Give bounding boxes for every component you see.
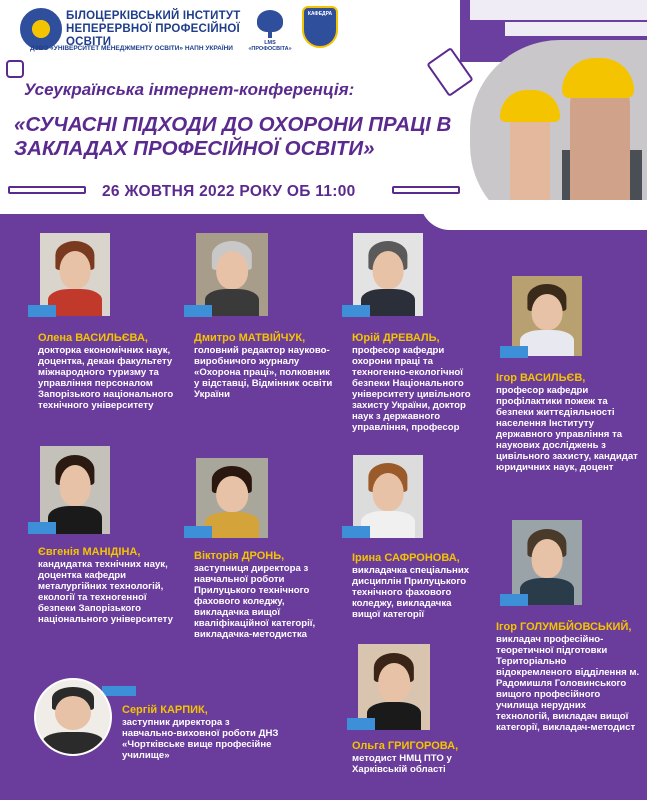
kafedra-logo [302, 6, 338, 48]
institute-logo-icon [20, 8, 62, 50]
conference-title: «СУЧАСНІ ПІДХОДИ ДО ОХОРОНИ ПРАЦІ В ЗАКЛАДАХ ПРОФЕСІЙНОЇ ОСВІТИ» [14, 113, 452, 160]
speaker-card [352, 740, 492, 775]
lms-label: LMS «ПРОФОСВІТА» [248, 40, 292, 52]
speaker-name: Дмитро МАТВІЙЧУК, [194, 332, 306, 344]
pencil-icon [8, 186, 86, 194]
speaker-name: Вікторія ДРОНЬ, [194, 550, 285, 562]
hard-hat-icon [500, 90, 560, 122]
face [60, 465, 91, 505]
face [373, 251, 404, 289]
face [378, 663, 410, 703]
tree-icon [257, 10, 283, 32]
speaker-card [38, 546, 178, 625]
speaker-name: Ігор ВАСИЛЬЄВ, [496, 372, 586, 384]
speaker-card [352, 332, 482, 433]
speaker-name: Євгенія МАНІДІНА, [38, 546, 141, 558]
clothing [520, 578, 573, 605]
speaker-card [352, 552, 482, 620]
accent-bar [28, 305, 56, 317]
workers-photo [470, 40, 647, 215]
kafedra-label: КАФЕДРА [307, 11, 333, 17]
speaker-card [496, 621, 642, 733]
clothing [520, 330, 573, 356]
speaker-description: головний редактор науково-виробничого журналу «Охорона праці», полковник у відставці, Відмінник освіти України [194, 345, 333, 400]
accent-bar [342, 526, 370, 538]
speaker-name: Ірина САФРОНОВА, [352, 552, 460, 564]
header [0, 0, 647, 215]
speaker-card [194, 332, 334, 400]
conference-type: Усеукраїнська інтернет-конференція: [24, 80, 355, 99]
speaker-description: професор кафедри профілактики пожеж та безпеки життєдіяльності населення Інституту державного управління та наукових досліджень з цивільного захисту, кандидат юридичних наук, доцент [496, 385, 638, 473]
face [216, 476, 248, 513]
accent-bar [102, 686, 136, 696]
lms-logo [247, 10, 293, 52]
speaker-card [38, 332, 178, 411]
speaker-name: Юрій ДРЕВАЛЬ, [352, 332, 440, 344]
speaker-photo [196, 233, 268, 316]
speaker-description: заступниця директора з навчальної роботи Прилуцького технічного фахового коледжу, викладачка вищої кваліфікаційної категорії, викладачка-методистка [194, 563, 316, 640]
speaker-name: Ігор ГОЛУМБЙОВСЬКИЙ, [496, 621, 632, 633]
accent-bar [28, 522, 56, 534]
decor-ribbon [505, 22, 647, 36]
speaker-description: викладач професійно-теоретичної підготовки Територіально відокремленого відділення м. Радомишля Головинського вищого професійного училища нерудних технологій, викладач вищої категорії, викладач-методист [496, 634, 640, 733]
face [373, 473, 404, 511]
worker-figure [570, 80, 630, 215]
face [55, 696, 91, 730]
speaker-photo [512, 276, 582, 356]
screwdriver-icon [392, 186, 460, 194]
accent-bar [500, 346, 528, 358]
speaker-photo [40, 446, 110, 534]
accent-bar [342, 305, 370, 317]
institute-subtitle: ДЗВО «УНІВЕРСИТЕТ МЕНЕДЖМЕНТУ ОСВІТИ» НАПН УКРАЇНИ [30, 45, 233, 52]
speaker-name: Ольга ГРИГОРОВА, [352, 740, 459, 752]
accent-bar [184, 305, 212, 317]
accent-bar [500, 594, 528, 606]
hard-hat-icon [562, 58, 634, 98]
clothing [205, 289, 260, 316]
speaker-photo [512, 520, 582, 605]
speaker-description: професор кафедри охорони праці та техногенно-екологічної безпеки Національного університету цивільного захисту України, доктор наук з державного управління, професор [352, 345, 471, 433]
speaker-photo [40, 233, 110, 316]
clothing [48, 289, 101, 316]
clothing [43, 732, 102, 754]
face [216, 251, 248, 289]
speaker-name: Олена ВАСИЛЬЄВА, [38, 332, 148, 344]
accent-bar [347, 718, 375, 730]
speaker-description: заступник директора з навчально-виховної роботи ДНЗ «Чортківське вище професійне училище» [122, 717, 279, 761]
decor-curve [420, 200, 647, 230]
speaker-name: Сергій КАРПИК, [122, 704, 208, 716]
speaker-photo [34, 678, 112, 756]
institute-name: БІЛОЦЕРКІВСЬКИЙ ІНСТИТУТ НЕПЕРЕРВНОЇ ПРОФЕСІЙНОЇ ОСВІТИ [66, 10, 241, 48]
speaker-card [496, 372, 642, 473]
decor-ribbon [470, 0, 647, 20]
speaker-description: кандидатка технічних наук, доцентка кафедри металургійних технологій, екології та техногенної безпеки Запорізького національного університету [38, 559, 173, 625]
speaker-photo [353, 233, 423, 316]
speaker-description: викладачка спеціальних дисциплін Прилуцького технічного фахового коледжу, викладачка вищої категорії [352, 565, 470, 620]
clothing [205, 512, 260, 538]
face [60, 251, 91, 289]
face [532, 539, 563, 578]
speaker-card [122, 704, 282, 761]
speaker-card [194, 550, 334, 640]
accent-bar [184, 526, 212, 538]
speaker-description: докторка економічних наук, доцентка, декан факультету міжнародного туризму та управління персоналом Запорізького національного технічного університету [38, 345, 174, 411]
face [532, 294, 563, 331]
bolt-icon [6, 60, 24, 78]
clothing [48, 506, 101, 534]
conference-date: 26 ЖОВТНЯ 2022 РОКУ ОБ 11:00 [102, 183, 356, 200]
speaker-description: методист НМЦ ПТО у Харківській області [352, 753, 452, 775]
